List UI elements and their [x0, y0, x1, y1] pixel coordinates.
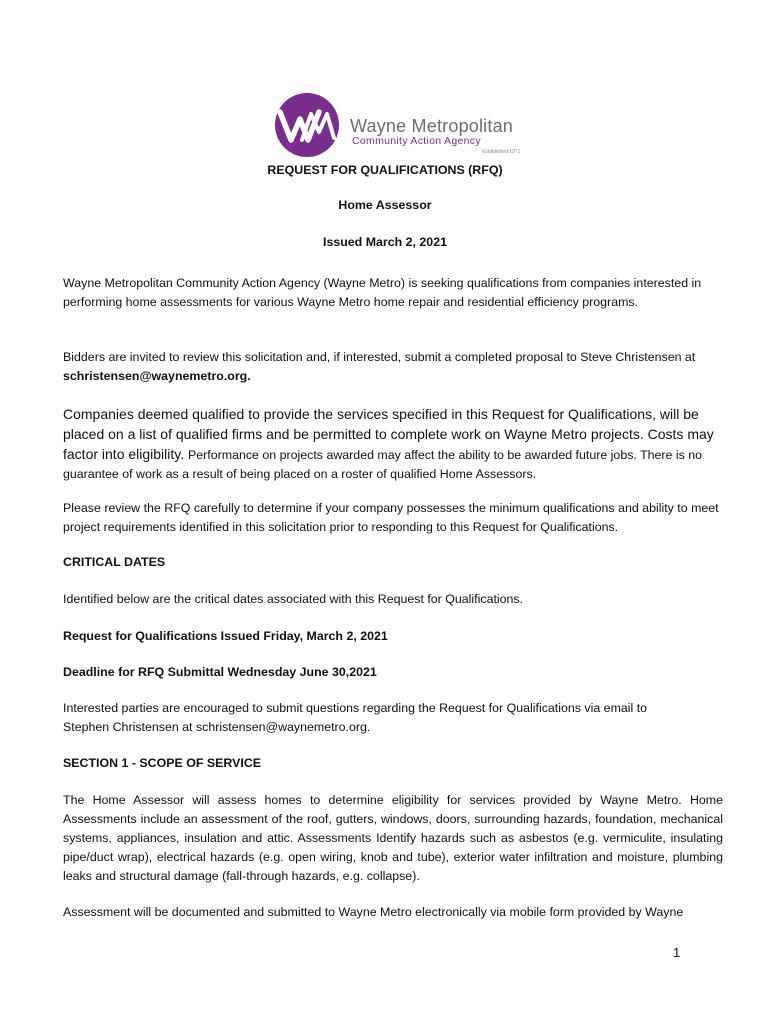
bidders-paragraph — [63, 348, 723, 386]
critical-dates-intro: Identified below are the critical dates associated with this Request for Qualifications. — [63, 592, 524, 606]
rfq-deadline: Deadline for RFQ Submittal Wednesday June 30,2021 — [63, 665, 377, 679]
logo-name: Wayne Metropolitan — [350, 116, 514, 136]
wayne-metro-logo — [274, 92, 534, 158]
issued-date: Issued March 2, 2021 — [323, 235, 447, 249]
scope-paragraph: The Home Assessor will assess homes to determine eligibility for services provided by Wayne Metro. Home Assessments include an assessment of the roof, gutters, windows, doors, surrounding hazards, foundation, mechanical systems, appliances, insulation and attic. Assessments Identify hazards such as asbestos (e.g. vermiculite, insulating pipe/duct wrap), electrical hazards (e.g. open wiring, knob and tube), exterior water infiltration and moisture, plumbing leaks and structural damage (fall-through hazards, e.g. collapse). — [63, 793, 723, 883]
logo-established: Established 1971 — [482, 149, 521, 155]
document-title: REQUEST FOR QUALIFICATIONS (RFQ) — [267, 163, 503, 177]
bidders-text: Bidders are invited to review this solicitation and, if interested, submit a completed proposal to Steve Christensen at — [63, 350, 696, 364]
critical-dates-heading: CRITICAL DATES — [63, 555, 166, 569]
assessment-paragraph: Assessment will be documented and submitted to Wayne Metro electronically via mobile form provided by Wayne — [63, 905, 684, 919]
qualification-text-large: Companies deemed qualified to provide the services specified in this Request for Qualifications, will be placed on a list of qualified firms and be permitted to complete work on Wayne Metro projects. Costs may factor into eligibility. — [63, 406, 714, 462]
rfq-issued-date: Request for Qualifications Issued Friday, March 2, 2021 — [63, 629, 388, 643]
position-title: Home Assessor — [338, 198, 432, 212]
review-paragraph: Please review the RFQ carefully to determine if your company possesses the minimum qualifications and ability to meet project requirements identified in this solicitation prior to responding to this Request for Qualifications. — [63, 501, 719, 534]
page-number: 1 — [673, 945, 681, 960]
intro-paragraph: Wayne Metropolitan Community Action Agency (Wayne Metro) is seeking qualifications from companies interested in performing home assessments for various Wayne Metro home repair and residential efficiency programs. — [63, 276, 702, 309]
logo-emblem-icon — [274, 92, 340, 158]
section1-heading: SECTION 1 - SCOPE OF SERVICE — [63, 756, 262, 770]
contact-email: schristensen@waynemetro.org. — [63, 369, 251, 383]
qualification-paragraph — [63, 405, 723, 484]
logo-subtitle: Community Action Agency — [352, 135, 481, 147]
qualification-text: Performance on projects awarded may affect the ability to be awarded future jobs. There is no guarantee of work as a result of being placed on a roster of qualified Home Assessors. — [63, 448, 703, 481]
questions-paragraph: Interested parties are encouraged to submit questions regarding the Request for Qualifications via email to Stephen Christensen at schristensen@waynemetro.org. — [63, 701, 648, 734]
